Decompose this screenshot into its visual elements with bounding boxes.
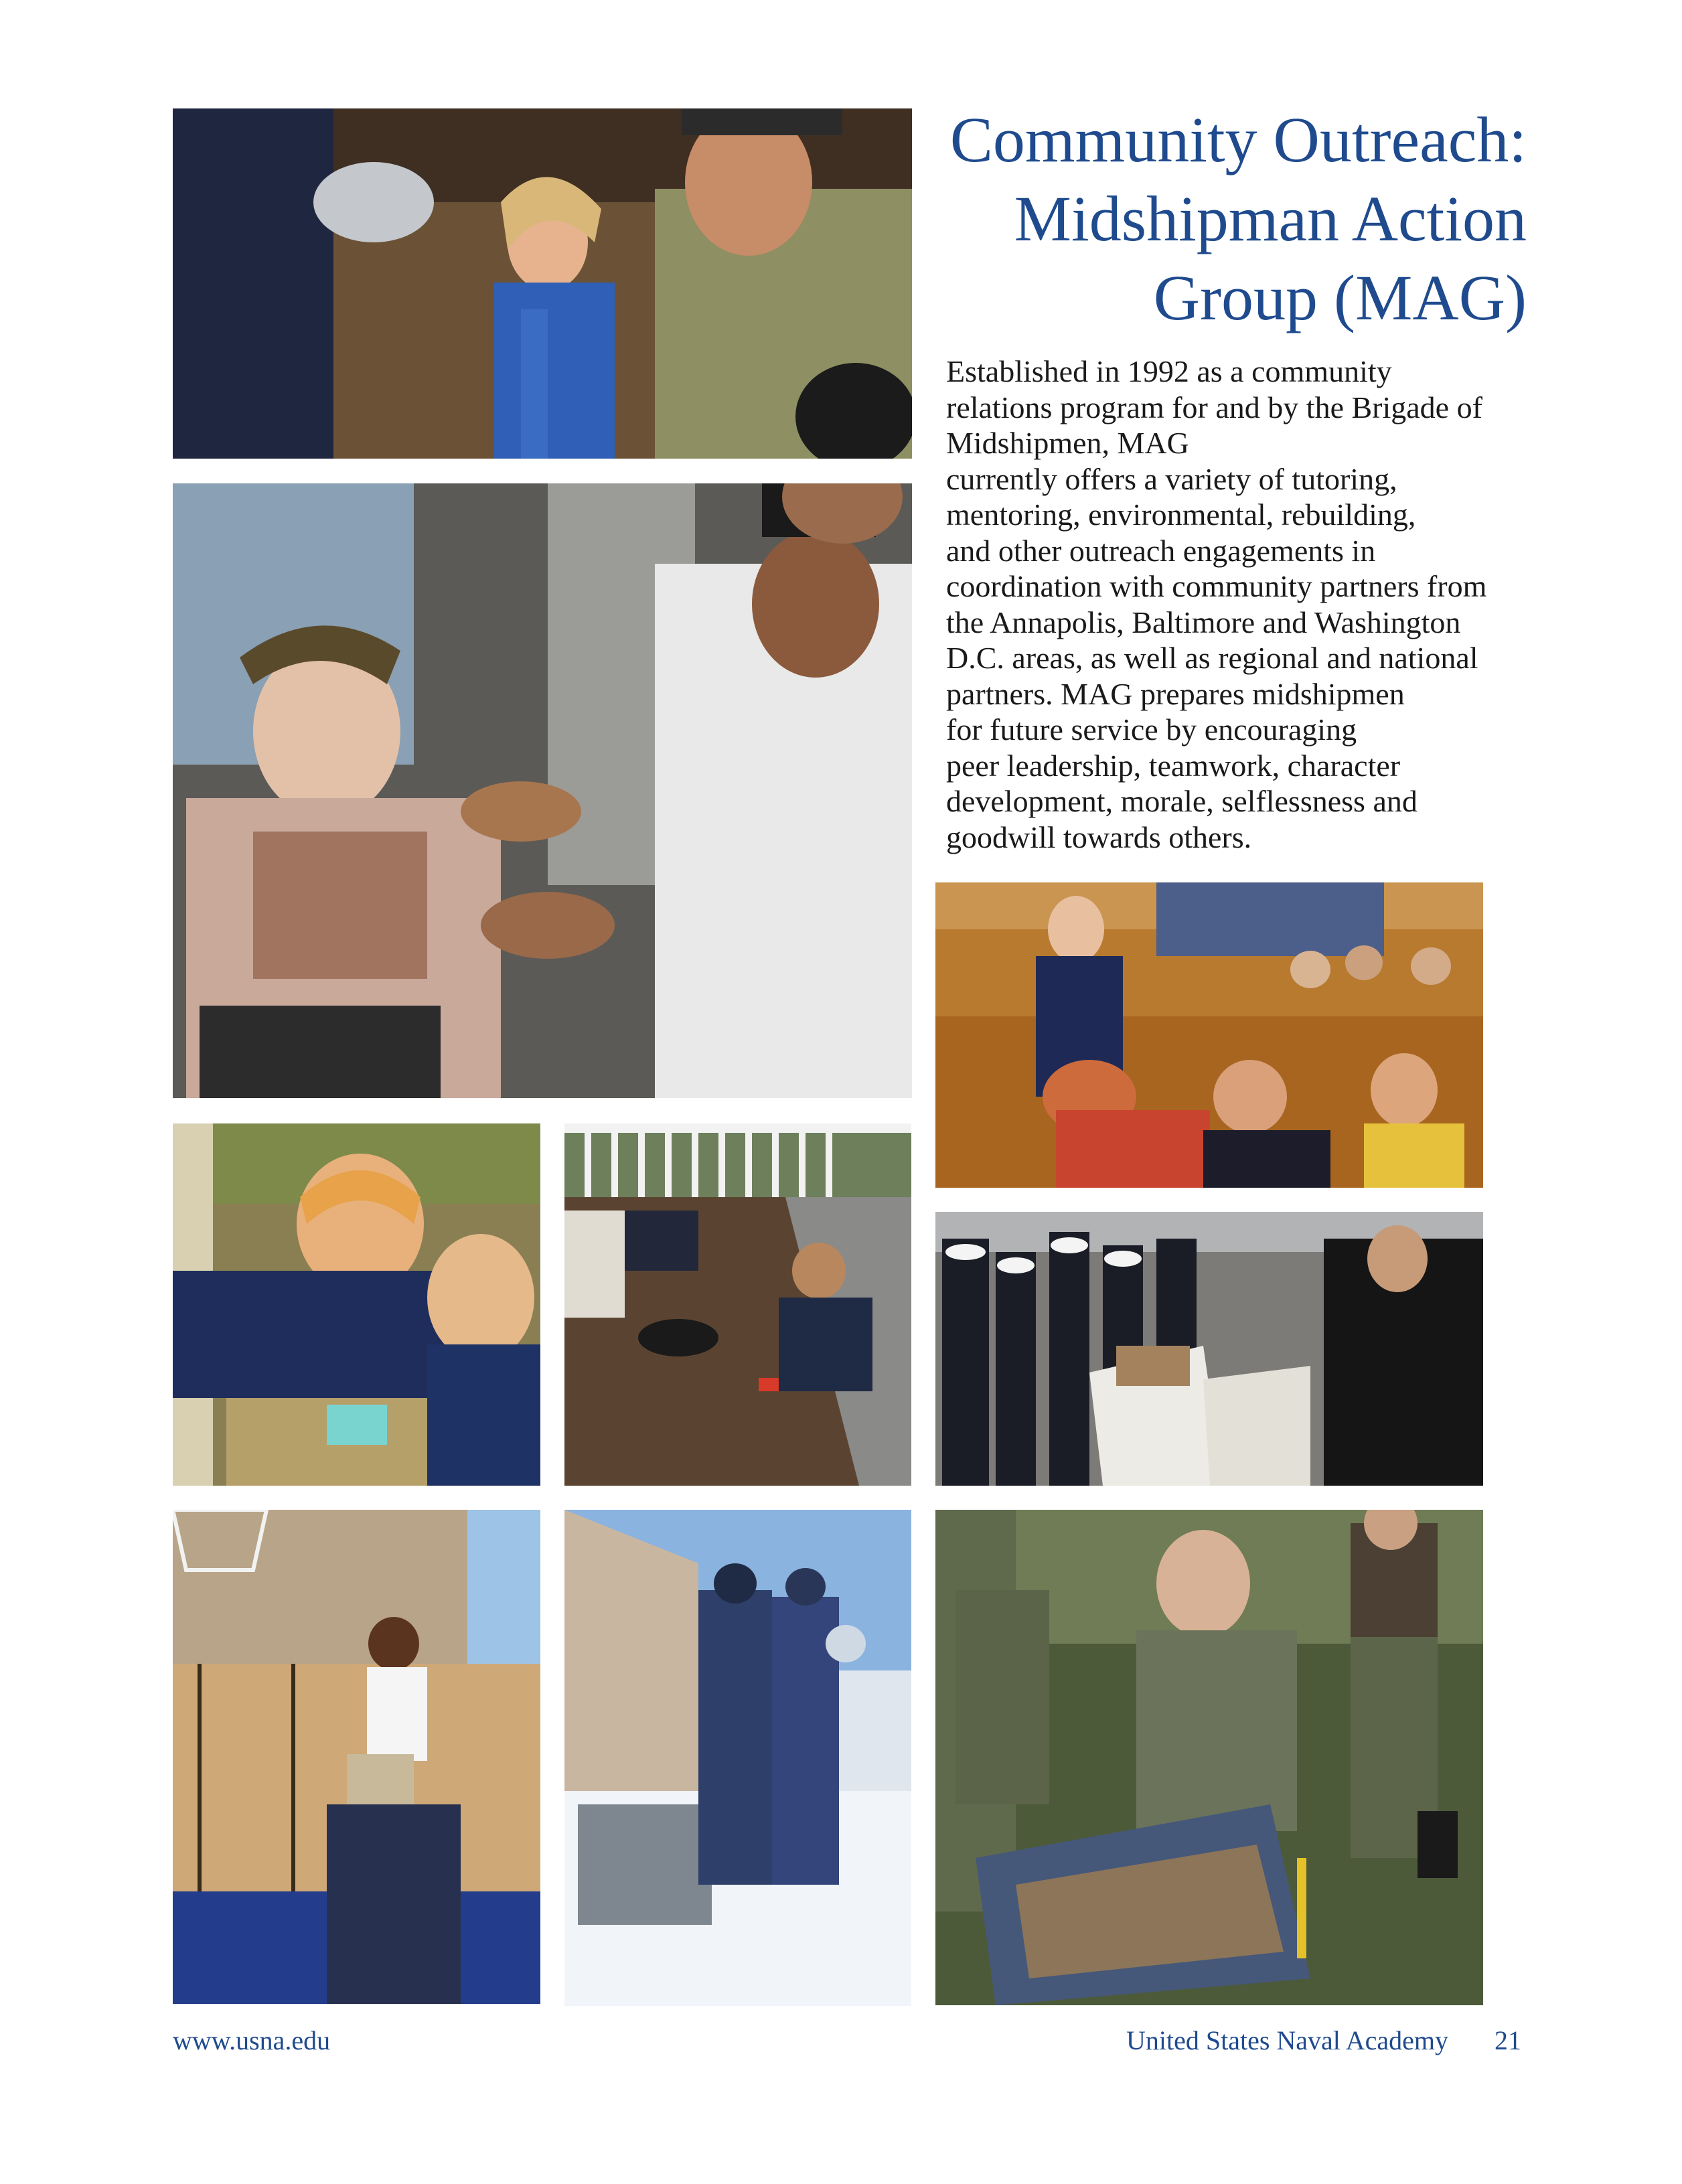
body-paragraph — [946, 354, 1535, 855]
body-line: Established in 1992 as a community — [946, 354, 1392, 388]
page-title — [897, 100, 1527, 337]
body-line: Midshipmen, MAG — [946, 426, 1189, 460]
body-line: and other outreach engagements in — [946, 533, 1376, 568]
photo-gym-child-dancing — [173, 108, 912, 459]
body-line: partners. MAG prepares midshipmen — [946, 676, 1405, 711]
photo-veteran-handshake — [173, 483, 912, 1098]
footer-organization: United States Naval Academy — [1126, 2025, 1448, 2055]
title-line: Community Outreach: — [949, 104, 1527, 175]
photo-donation-boxes — [935, 1212, 1483, 1486]
photo-basketball-lift — [173, 1510, 540, 2004]
photo-classroom-children — [935, 882, 1483, 1188]
body-line: currently offers a variety of tutoring, — [946, 461, 1397, 496]
body-line: relations program for and by the Brigade of — [946, 390, 1482, 424]
body-line: development, morale, selflessness and — [946, 784, 1418, 818]
footer-website[interactable]: www.usna.edu — [173, 2025, 331, 2055]
body-line: coordination with community partners from — [946, 569, 1487, 603]
body-line: for future service by encouraging — [946, 712, 1357, 747]
photo-tutoring-writing — [173, 1123, 540, 1486]
body-line: goodwill towards others. — [946, 820, 1252, 854]
title-line: Midshipman Action — [1014, 183, 1527, 254]
body-line: D.C. areas, as well as regional and national — [946, 641, 1478, 675]
body-line: peer leadership, teamwork, character — [946, 748, 1401, 783]
body-line: the Annapolis, Baltimore and Washington — [946, 605, 1461, 639]
photo-yard-cleanup — [564, 1123, 911, 1486]
body-line: mentoring, environmental, rebuilding, — [946, 497, 1416, 532]
photo-snow-clearing — [564, 1510, 911, 2006]
page-number: 21 — [1495, 2025, 1521, 2055]
photo-wheelbarrow-landscaping — [935, 1510, 1483, 2005]
title-line: Group (MAG) — [1153, 262, 1527, 333]
